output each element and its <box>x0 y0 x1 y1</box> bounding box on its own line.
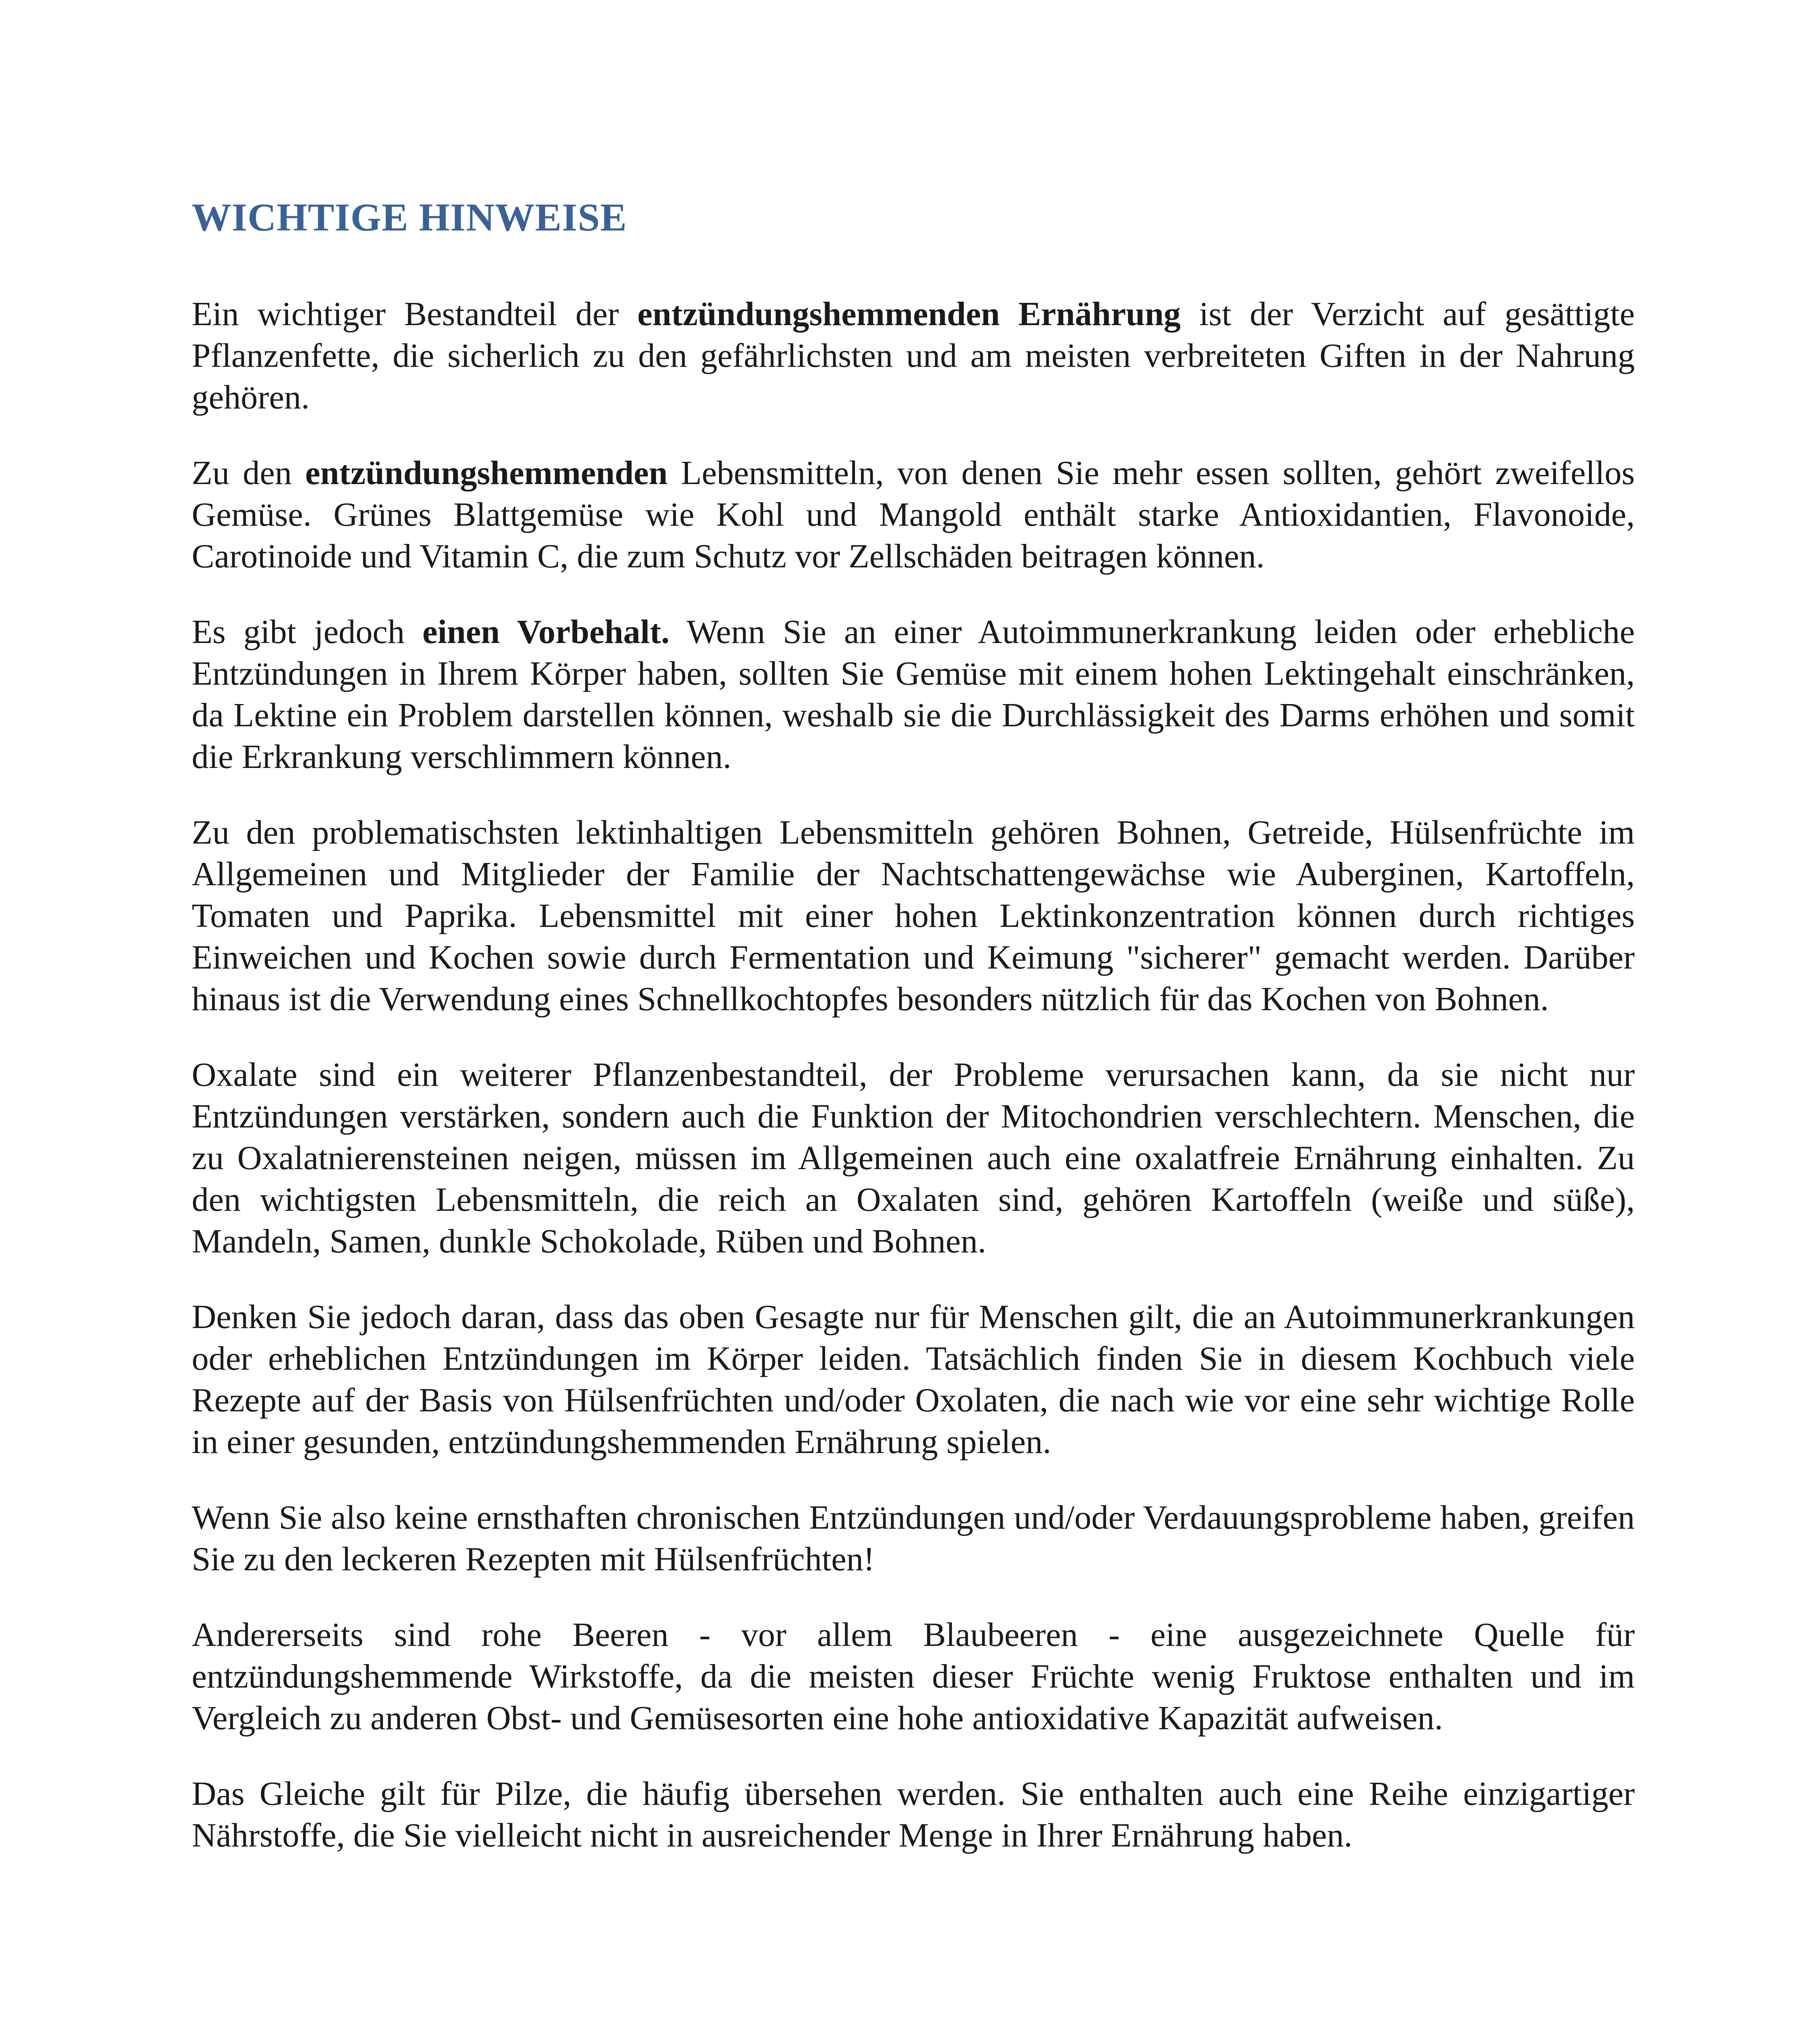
paragraph-1-bold: entzündungshemmenden Ernährung <box>637 295 1181 333</box>
paragraph-3-text-a: Es gibt jedoch <box>192 613 423 651</box>
paragraph-1-text-c: ist der Verzicht auf gesättigte Pflanzenfette, die sicherlich zu den gefährlichsten und am meisten verbreiteten Giften in der Nahrung gehören. <box>192 295 1635 416</box>
paragraph-3 <box>192 611 1635 778</box>
paragraph-3-bold: einen Vorbehalt. <box>422 613 670 651</box>
paragraph-3-text-c: Wenn Sie an einer Autoimmunerkrankung leiden oder erhebliche Entzündungen in Ihrem Körper haben, sollten Sie Gemüse mit einem hohen Lektingehalt einschränken, da Lektine ein Problem darstellen können, weshalb sie die Durchlässigkeit des Darms erhöhen und somit die Erkrankung verschlimmern können. <box>192 613 1635 776</box>
paragraph-2-bold: entzündungshemmenden <box>305 454 668 492</box>
paragraph-2-text-c: Lebensmitteln, von denen Sie mehr essen sollten, gehört zweifellos Gemüse. Grünes Blattgemüse wie Kohl und Mangold enthält starke Antioxidantien, Flavonoide, Carotinoide und Vitamin C, die zum Schutz vor Zellschäden beitragen können. <box>192 454 1635 575</box>
paragraph-8: Andererseits sind rohe Beeren - vor allem Blaubeeren - eine ausgezeichnete Quelle für entzündungshemmende Wirkstoffe, da die meisten dieser Früchte wenig Fruktose enthalten und im Vergleich zu anderen Obst- und Gemüsesorten eine hohe antioxidative Kapazität aufweisen. <box>192 1616 1635 1737</box>
paragraph-2 <box>192 452 1635 577</box>
paragraph-9: Das Gleiche gilt für Pilze, die häufig übersehen werden. Sie enthalten auch eine Reihe einzigartiger Nährstoffe, die Sie vielleicht nicht in ausreichender Menge in Ihrer Ernährung haben. <box>192 1775 1635 1854</box>
body-content <box>192 293 1635 1890</box>
paragraph-2-text-a: Zu den <box>192 454 305 492</box>
paragraph-1-text-a: Ein wichtiger Bestandteil der <box>192 295 637 333</box>
paragraph-6: Denken Sie jedoch daran, dass das oben Gesagte nur für Menschen gilt, die an Autoimmunerkrankungen oder erheblichen Entzündungen im Körper leiden. Tatsächlich finden Sie in diesem Kochbuch viele Rezepte auf der Basis von Hülsenfrüchten und/oder Oxolaten, die nach wie vor eine sehr wichtige Rolle in einer gesunden, entzündungshemmenden Ernährung spielen. <box>192 1298 1635 1461</box>
page-heading: WICHTIGE HINWEISE <box>192 196 627 239</box>
paragraph-5: Oxalate sind ein weiterer Pflanzenbestandteil, der Probleme verursachen kann, da sie nicht nur Entzündungen verstärken, sondern auch die Funktion der Mitochondrien verschlechtern. Menschen, die zu Oxalatnierensteinen neigen, müssen im Allgemeinen auch eine oxalatfreie Ernährung einhalten. Zu den wichtigsten Lebensmitteln, die reich an Oxalaten sind, gehören Kartoffeln (weiße und süße), Mandeln, Samen, dunkle Schokolade, Rüben und Bohnen. <box>192 1056 1635 1260</box>
paragraph-7: Wenn Sie also keine ernsthaften chronischen Entzündungen und/oder Verdauungsprobleme haben, greifen Sie zu den leckeren Rezepten mit Hülsenfrüchten! <box>192 1499 1635 1578</box>
paragraph-4: Zu den problematischsten lektinhaltigen Lebensmitteln gehören Bohnen, Getreide, Hülsenfrüchte im Allgemeinen und Mitglieder der Familie der Nachtschattengewächse wie Auberginen, Kartoffeln, Tomaten und Paprika. Lebensmittel mit einer hohen Lektinkonzentration können durch richtiges Einweichen und Kochen sowie durch Fermentation und Keimung "sicherer" gemacht werden. Darüber hinaus ist die Verwendung eines Schnellkochtopfes besonders nützlich für das Kochen von Bohnen. <box>192 814 1635 1018</box>
paragraph-1 <box>192 293 1635 418</box>
